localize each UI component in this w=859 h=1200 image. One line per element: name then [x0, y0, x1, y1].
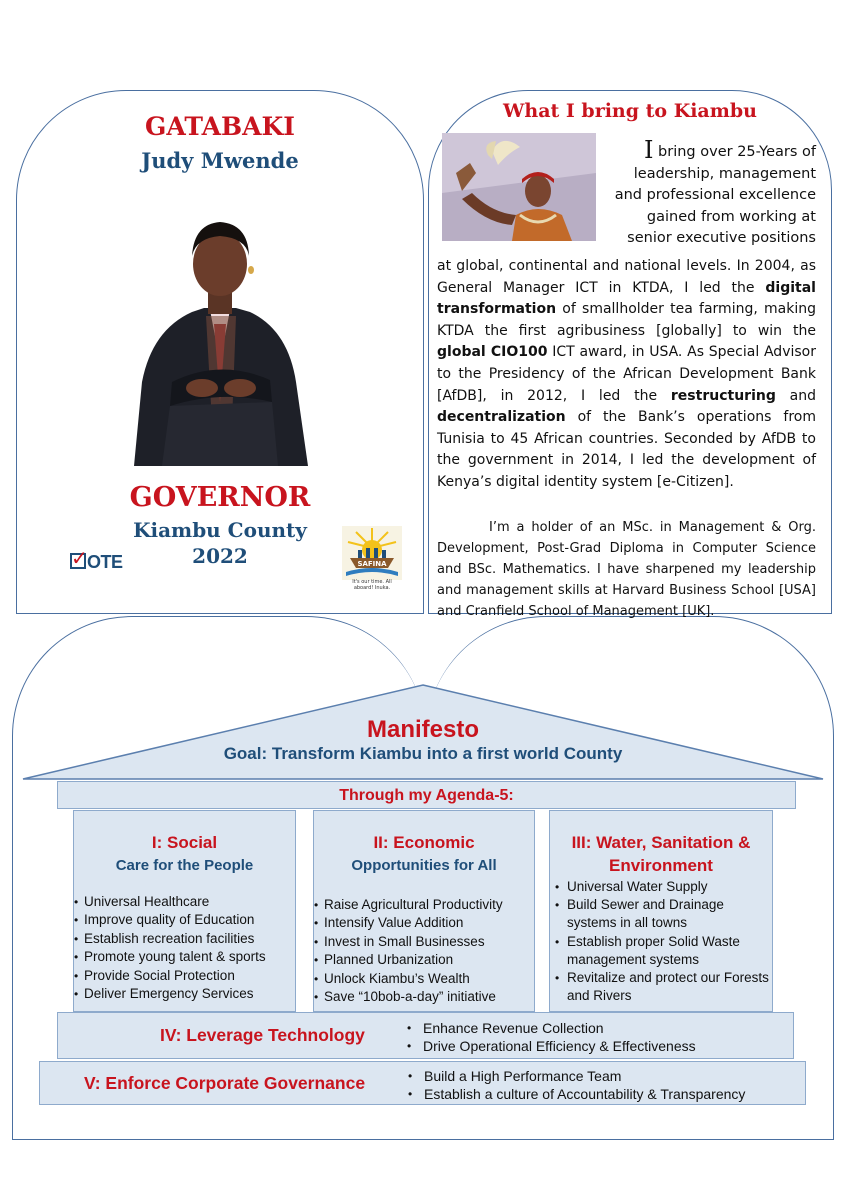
vote-logo-text: OTE — [87, 552, 123, 572]
manifesto-goal: Goal: Transform Kiambu into a first world County — [223, 744, 623, 763]
candidate-last-name: Judy Mwende — [141, 148, 299, 173]
party-logo — [342, 526, 402, 591]
bio-paragraph-1 — [437, 256, 816, 494]
list-item: • Intensify Value Addition — [314, 914, 534, 932]
list-item: • Save “10bob-a-day” initiative — [314, 988, 534, 1006]
tech-title: IV: Leverage Technology — [160, 1025, 365, 1045]
pillar-items — [550, 878, 772, 1005]
pillar-items — [74, 893, 295, 1003]
manifesto-title: Manifesto — [366, 716, 479, 743]
bio-highlight: restructuring — [670, 387, 776, 404]
bio-paragraph-2: I’m a holder of an MSc. in Management & Org. Development, Post-Grad Diploma in Computer Science and BSc. Mathematics. I have sharpened my leadership and management skills at Harvard Business School [USA] and Cranfield School of Management [UK]. — [437, 520, 816, 619]
bio-text: of the Bank’s operations from Tunisia to 45 African countries. Seconded by AfDB to the government in 2014, I led the development of Kenya’s digital identity system [e-Citizen]. — [437, 409, 816, 490]
candidate-first-name: GATABAKI — [145, 112, 295, 141]
list-item: • Build a High Performance Team — [406, 1067, 745, 1085]
bio-title: What I bring to Kiambu — [503, 100, 757, 122]
pillar-items — [314, 896, 534, 1006]
list-item: • Unlock Kiambu’s Wealth — [314, 970, 534, 988]
party-logo-emblem — [342, 526, 402, 580]
office-title: GOVERNOR — [129, 482, 311, 513]
bio-highlight: digital transformation — [437, 279, 816, 318]
list-item: • Improve quality of Education — [74, 911, 295, 929]
pillar-title: II: Economic — [373, 833, 475, 852]
bio-text: of smallholder tea farming, making KTDA the first agribusiness [globally] to win the — [437, 301, 816, 339]
agenda-bar: Through my Agenda-5: — [57, 781, 796, 809]
pillar-title: I: Social — [151, 833, 218, 852]
pillar-subtitle: Opportunities for All — [351, 857, 497, 874]
list-item: • Deliver Emergency Services — [74, 985, 295, 1003]
list-item: • Universal Healthcare — [74, 893, 295, 911]
list-item: • Invest in Small Businesses — [314, 933, 534, 951]
bio-intro-initial: I — [643, 136, 654, 164]
list-item: • Drive Operational Efficiency & Effectiveness — [405, 1037, 696, 1055]
pillar-subtitle: Care for the People — [115, 857, 254, 874]
list-item: • Establish a culture of Accountability & Transparency — [406, 1085, 745, 1103]
checkmark-icon: ✓ — [71, 546, 88, 570]
bio-text: at global, continental and national levels. In 2004, as General Manager ICT in KTDA, I led the — [437, 258, 816, 296]
bio-highlight: global CIO100 — [437, 344, 548, 361]
list-item: • Build Sewer and Drainage systems in all towns — [550, 896, 772, 932]
pillar-economic — [313, 810, 535, 1012]
party-logo-tagline: It's our time. All aboard! Inuka. — [352, 579, 392, 591]
governance-items — [406, 1067, 745, 1103]
list-item: • Establish proper Solid Waste management systems — [550, 933, 772, 969]
pillar-title: III: Water, Sanitation & — [571, 833, 751, 852]
bio-intro-text: bring over 25-Years of leadership, management and professional excellence gained from working at senior executive positions — [614, 144, 816, 246]
pillar-title: Environment — [609, 856, 713, 875]
tech-items — [405, 1019, 696, 1055]
pillar-water-sanitation — [549, 810, 773, 1012]
county-name: Kiambu County — [133, 518, 307, 542]
governance-title: V: Enforce Corporate Governance — [84, 1073, 366, 1093]
list-item: • Universal Water Supply — [550, 878, 772, 896]
bio-text: and — [775, 387, 816, 404]
cultural-portrait-photo — [442, 133, 596, 241]
bio-highlight: decentralization — [437, 409, 566, 426]
list-item: • Provide Social Protection — [74, 967, 295, 985]
governance-band — [39, 1061, 806, 1105]
vote-logo — [70, 546, 132, 572]
list-item: • Planned Urbanization — [314, 951, 534, 969]
pillar-social — [73, 810, 296, 1012]
list-item: • Raise Agricultural Productivity — [314, 896, 534, 914]
list-item: • Promote young talent & sports — [74, 948, 295, 966]
list-item: • Revitalize and protect our Forests and Rivers — [550, 969, 772, 1005]
candidate-portrait — [132, 212, 308, 466]
list-item: • Establish recreation facilities — [74, 930, 295, 948]
bio-text: ICT award, in USA. As Special Advisor to the Presidency of the African Development Bank [AfDB], in 2012, I led the — [437, 344, 816, 404]
party-logo-name: SAFINA — [357, 560, 387, 568]
list-item: • Enhance Revenue Collection — [405, 1019, 696, 1037]
tech-band — [57, 1012, 794, 1059]
bio-intro — [604, 136, 816, 250]
election-year: 2022 — [192, 544, 248, 568]
